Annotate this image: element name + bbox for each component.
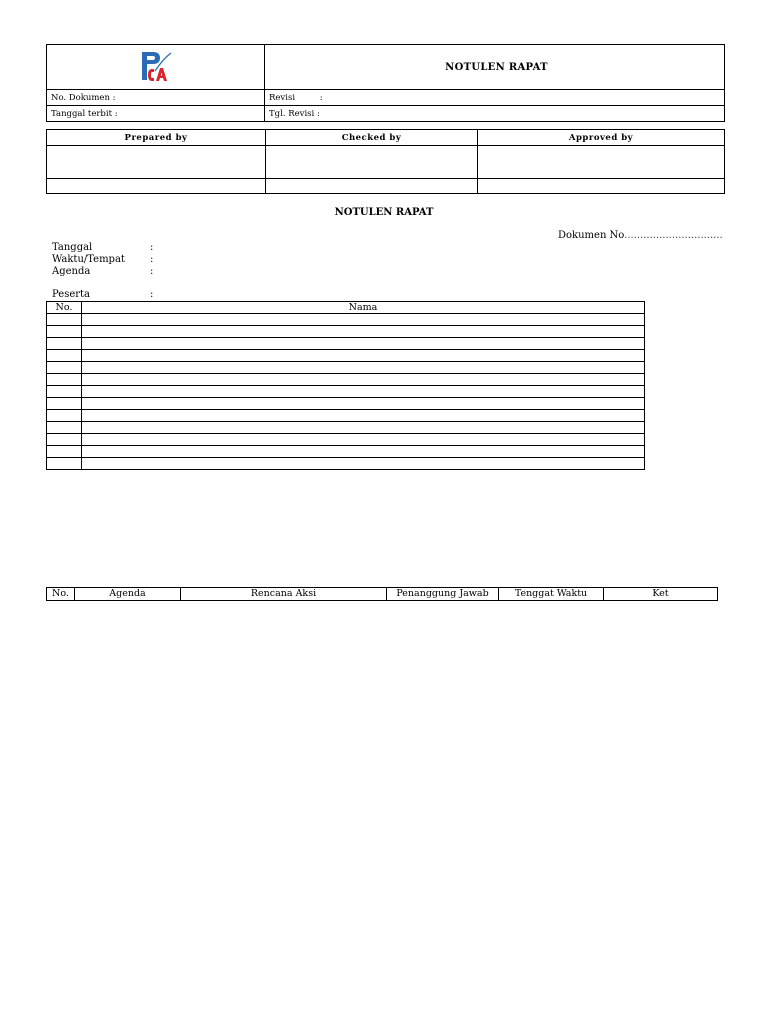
document-header-table	[46, 44, 725, 122]
waktu-tempat-label: Waktu/Tempat	[52, 254, 125, 265]
table-row	[47, 338, 645, 350]
nama-cell[interactable]	[82, 398, 645, 410]
revisi-colon: :	[319, 92, 323, 103]
nama-cell[interactable]	[82, 434, 645, 446]
approved-name-box[interactable]	[478, 179, 725, 194]
header-title: NOTULEN RAPAT	[265, 45, 725, 90]
revisi-cell	[265, 90, 725, 106]
nama-cell[interactable]	[82, 374, 645, 386]
table-row	[47, 374, 645, 386]
tanggal-colon: :	[150, 242, 154, 253]
tgl-revisi-label: Tgl. Revisi :	[265, 106, 725, 122]
no-cell[interactable]	[47, 446, 82, 458]
tanggal-terbit-label: Tanggal terbit :	[47, 106, 265, 122]
nama-cell[interactable]	[82, 386, 645, 398]
nama-cell[interactable]	[82, 458, 645, 470]
table-row	[47, 422, 645, 434]
action-ket-header: Ket	[604, 588, 718, 601]
info-tanggal	[52, 242, 154, 253]
table-row	[47, 458, 645, 470]
nama-cell[interactable]	[82, 362, 645, 374]
action-rencana-header: Rencana Aksi	[181, 588, 387, 601]
main-title: NOTULEN RAPAT	[334, 207, 434, 218]
no-cell[interactable]	[47, 434, 82, 446]
nama-cell[interactable]	[82, 338, 645, 350]
approved-signature-box[interactable]	[478, 146, 725, 179]
action-plan-table	[46, 587, 718, 601]
checked-by-header: Checked by	[266, 130, 478, 146]
no-cell[interactable]	[47, 374, 82, 386]
peserta-nama-header: Nama	[82, 302, 645, 314]
table-row	[47, 410, 645, 422]
peserta-colon: :	[150, 289, 154, 300]
no-cell[interactable]	[47, 326, 82, 338]
checked-signature-box[interactable]	[266, 146, 478, 179]
table-row	[47, 326, 645, 338]
nama-cell[interactable]	[82, 326, 645, 338]
agenda-label: Agenda	[52, 266, 91, 277]
action-no-header: No.	[47, 588, 75, 601]
no-cell[interactable]	[47, 362, 82, 374]
approved-by-header: Approved by	[478, 130, 725, 146]
action-agenda-header: Agenda	[75, 588, 181, 601]
dokumen-no-label: Dokumen No	[558, 230, 625, 241]
table-row	[47, 362, 645, 374]
dokumen-no	[558, 230, 723, 241]
checked-name-box[interactable]	[266, 179, 478, 194]
prepared-by-header: Prepared by	[47, 130, 266, 146]
waktu-tempat-colon: :	[150, 254, 154, 265]
prepared-name-box[interactable]	[47, 179, 266, 194]
nama-cell[interactable]	[82, 422, 645, 434]
table-row	[47, 446, 645, 458]
table-row	[47, 314, 645, 326]
nama-cell[interactable]	[82, 350, 645, 362]
table-row	[47, 350, 645, 362]
tanggal-label: Tanggal	[52, 242, 93, 253]
table-row	[47, 434, 645, 446]
action-penanggung-header: Penanggung Jawab	[387, 588, 499, 601]
no-cell[interactable]	[47, 422, 82, 434]
no-cell[interactable]	[47, 338, 82, 350]
table-row	[47, 398, 645, 410]
no-dokumen-label: No. Dokumen :	[47, 90, 265, 106]
info-waktu-tempat	[52, 254, 154, 265]
dokumen-no-dots: ...............................	[624, 230, 723, 241]
prepared-signature-box[interactable]	[47, 146, 266, 179]
nama-cell[interactable]	[82, 410, 645, 422]
company-logo	[139, 49, 173, 83]
no-cell[interactable]	[47, 398, 82, 410]
no-cell[interactable]	[47, 386, 82, 398]
peserta-table	[46, 301, 645, 470]
no-cell[interactable]	[47, 410, 82, 422]
action-tenggat-header: Tenggat Waktu	[499, 588, 604, 601]
agenda-colon: :	[150, 266, 154, 277]
signature-table	[46, 129, 725, 194]
no-cell[interactable]	[47, 314, 82, 326]
table-row	[47, 386, 645, 398]
info-agenda	[52, 266, 154, 277]
no-cell[interactable]	[47, 350, 82, 362]
revisi-label: Revisi	[269, 92, 296, 103]
nama-cell[interactable]	[82, 446, 645, 458]
logo-cell	[47, 45, 265, 90]
peserta-no-header: No.	[47, 302, 82, 314]
nama-cell[interactable]	[82, 314, 645, 326]
peserta-label: Peserta	[52, 289, 91, 300]
no-cell[interactable]	[47, 458, 82, 470]
info-peserta	[52, 289, 154, 300]
